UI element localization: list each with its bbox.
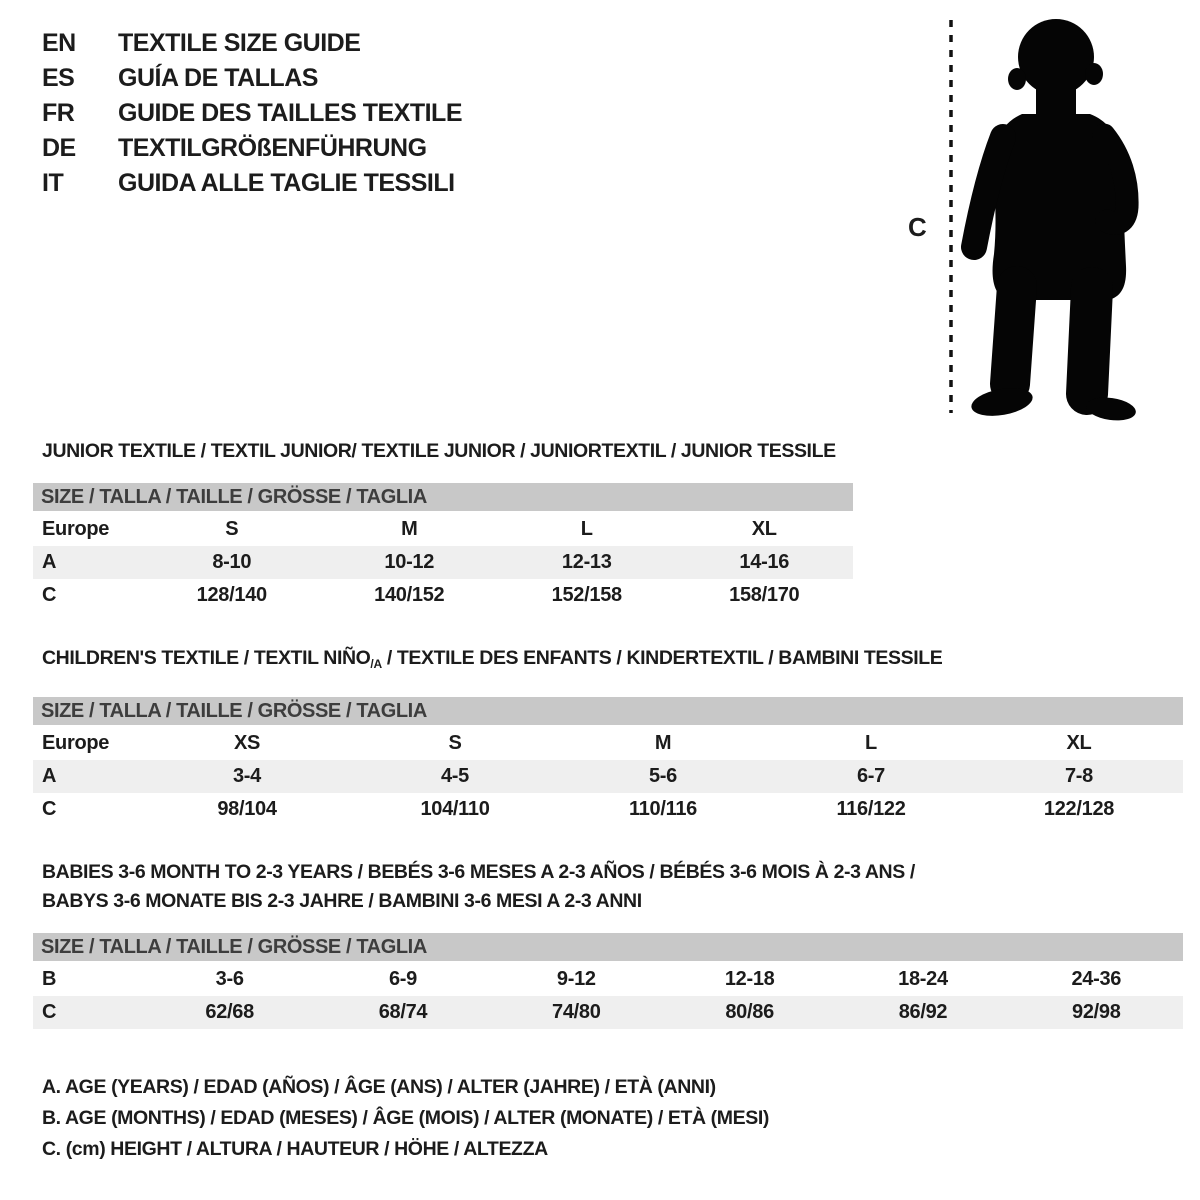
value-cell: 92/98 [1072, 1001, 1121, 1023]
language-list [42, 26, 462, 201]
children-title-sub: /A [370, 657, 382, 671]
size-cell: M [654, 732, 672, 754]
legend [42, 1072, 769, 1165]
toddler-figure [890, 8, 1152, 426]
value-cell: 6-7 [856, 765, 885, 787]
language-code: DE [42, 134, 76, 162]
row-label: C [42, 1001, 57, 1023]
language-code: IT [42, 169, 64, 197]
value-cell: 62/68 [205, 1001, 254, 1023]
row-label: B [42, 968, 57, 990]
babies-section-title-line1: BABIES 3-6 MONTH TO 2-3 YEARS / BEBÉS 3-6 MESES A 2-3 AÑOS / BÉBÉS 3-6 MOIS À 2-3 ANS / [42, 861, 915, 883]
toddler-silhouette-icon [969, 19, 1137, 423]
row-label: C [42, 584, 57, 606]
legend-line-c: C. (cm) HEIGHT / ALTURA / HAUTEUR / HÖHE / ALTEZZA [42, 1138, 548, 1160]
value-cell: 14-16 [739, 551, 790, 573]
value-cell: 12-18 [724, 968, 775, 990]
language-label: TEXTILE SIZE GUIDE [118, 29, 361, 57]
legend-line-a: A. AGE (YEARS) / EDAD (AÑOS) / ÂGE (ANS) / ALTER (JAHRE) / ETÀ (ANNI) [42, 1076, 716, 1098]
table-row [33, 760, 1183, 793]
children-title-post: / TEXTILE DES ENFANTS / KINDERTEXTIL / BAMBINI TESSILE [381, 647, 943, 669]
babies-size-table [33, 933, 1183, 1029]
language-code: ES [42, 64, 75, 92]
table-row [33, 579, 853, 612]
row-label: C [42, 798, 57, 820]
size-table-header: SIZE / TALLA / TAILLE / GRÖSSE / TAGLIA [33, 933, 1183, 961]
value-cell: 74/80 [552, 1001, 601, 1023]
size-cell: L [865, 732, 877, 754]
row-label: A [42, 551, 57, 573]
size-cell: S [448, 732, 462, 754]
value-cell: 8-10 [212, 551, 252, 573]
value-cell: 86/92 [898, 1001, 948, 1023]
language-code: FR [42, 99, 75, 127]
language-label: TEXTILGRÖßENFÜHRUNG [118, 134, 427, 162]
value-cell: 6-9 [388, 968, 417, 990]
language-row [42, 61, 462, 96]
value-cell: 9-12 [556, 968, 596, 990]
junior-size-table [33, 483, 853, 612]
language-code: EN [42, 29, 76, 57]
value-cell: 5-6 [648, 765, 677, 787]
value-cell: 152/158 [551, 584, 622, 606]
junior-section-title: JUNIOR TEXTILE / TEXTIL JUNIOR/ TEXTILE JUNIOR / JUNIORTEXTIL / JUNIOR TESSILE [42, 440, 836, 462]
legend-line-b: B. AGE (MONTHS) / EDAD (MESES) / ÂGE (MOIS) / ALTER (MONATE) / ETÀ (MESI) [42, 1107, 769, 1129]
value-cell: 104/110 [420, 798, 490, 820]
value-cell: 18-24 [898, 968, 948, 990]
value-cell: 98/104 [217, 798, 277, 820]
value-cell: 4-5 [440, 765, 469, 787]
language-row [42, 26, 462, 61]
size-cell: L [580, 518, 593, 540]
language-label: GUIDA ALLE TAGLIE TESSILI [118, 169, 455, 197]
language-label: GUIDE DES TAILLES TEXTILE [118, 99, 463, 127]
value-cell: 128/140 [196, 584, 267, 606]
value-cell: 110/116 [629, 798, 697, 820]
value-cell: 3-4 [232, 765, 261, 787]
language-row [42, 166, 462, 201]
value-cell: 12-13 [561, 551, 612, 573]
size-cell: XS [233, 732, 261, 754]
value-cell: 80/86 [725, 1001, 774, 1023]
row-label: Europe [42, 732, 110, 754]
table-row [33, 513, 853, 546]
value-cell: 158/170 [729, 584, 800, 606]
language-row [42, 96, 462, 131]
language-label: GUÍA DE TALLAS [118, 64, 318, 92]
height-marker-label: C [908, 212, 927, 242]
value-cell: 68/74 [378, 1001, 428, 1023]
value-cell: 24-36 [1071, 968, 1122, 990]
children-section-title [42, 644, 942, 679]
value-cell: 140/152 [374, 584, 445, 606]
value-cell: 7-8 [1064, 765, 1093, 787]
size-table-header: SIZE / TALLA / TAILLE / GRÖSSE / TAGLIA [33, 483, 853, 511]
size-table-header: SIZE / TALLA / TAILLE / GRÖSSE / TAGLIA [33, 697, 1183, 725]
size-cell: S [225, 518, 239, 540]
size-cell: XL [1066, 732, 1092, 754]
row-label: A [42, 765, 57, 787]
children-title-pre: CHILDREN'S TEXTILE / TEXTIL NIÑO [42, 647, 371, 669]
children-size-table [33, 697, 1183, 826]
babies-section-title-line2: BABYS 3-6 MONATE BIS 2-3 JAHRE / BAMBINI 3-6 MESI A 2-3 ANNI [42, 890, 642, 912]
table-row [33, 793, 1183, 826]
table-row [33, 546, 853, 579]
size-cell: XL [751, 518, 777, 540]
table-row [33, 996, 1183, 1029]
table-row [33, 963, 1183, 996]
language-row [42, 131, 462, 166]
babies-section-title [42, 858, 915, 916]
value-cell: 3-6 [215, 968, 244, 990]
row-label: Europe [42, 518, 110, 540]
size-cell: M [401, 518, 418, 540]
value-cell: 122/128 [1043, 798, 1115, 820]
value-cell: 10-12 [384, 551, 435, 573]
value-cell: 116/122 [836, 798, 906, 820]
table-row [33, 727, 1183, 760]
